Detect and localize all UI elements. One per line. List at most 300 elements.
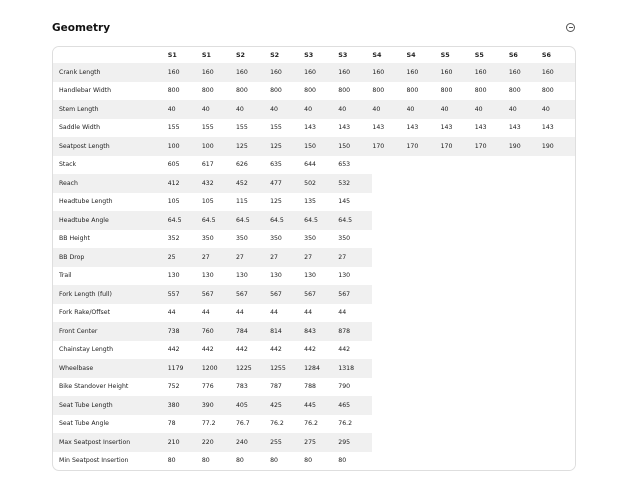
value-cell: 160 xyxy=(304,63,338,82)
empty-cell xyxy=(542,322,575,341)
value-cell: 105 xyxy=(167,198,180,206)
empty-cell xyxy=(372,304,406,323)
value-cell: 150 xyxy=(338,137,372,156)
value-cell: 788 xyxy=(304,383,316,391)
empty-cell xyxy=(407,174,441,193)
row-label: Reach xyxy=(53,174,168,193)
value-cell: 452 xyxy=(236,174,270,193)
value-cell: 155 xyxy=(270,124,282,132)
empty-cell xyxy=(542,211,575,230)
value-cell: 44 xyxy=(235,309,244,317)
empty-cell xyxy=(441,248,475,267)
empty-cell xyxy=(475,248,509,267)
table-row xyxy=(53,396,575,415)
value-cell: 275 xyxy=(304,433,338,452)
value-cell: 115 xyxy=(235,198,248,206)
empty-cell xyxy=(475,304,509,323)
value-cell: 432 xyxy=(202,174,236,193)
row-label: Front Center xyxy=(53,322,168,341)
table-row xyxy=(53,100,575,119)
empty-cell xyxy=(509,378,542,397)
value-cell: 800 xyxy=(508,87,521,95)
empty-cell xyxy=(542,193,575,212)
empty-cell xyxy=(542,452,575,471)
row-label: Wheelbase xyxy=(53,359,168,378)
value-cell: 567 xyxy=(236,285,270,304)
collapse-icon[interactable] xyxy=(566,23,575,32)
value-cell: 350 xyxy=(304,235,316,243)
row-label: Max Seatpost Insertion xyxy=(53,433,168,452)
value-cell: 800 xyxy=(167,87,180,95)
value-cell: 80 xyxy=(338,457,347,465)
empty-cell xyxy=(542,433,575,452)
value-cell: 617 xyxy=(201,161,214,169)
value-cell: 64.5 xyxy=(338,211,372,230)
empty-cell xyxy=(407,285,441,304)
value-cell: 738 xyxy=(168,322,202,341)
row-label: Min Seatpost Insertion xyxy=(59,457,129,465)
size-header-row xyxy=(53,47,575,63)
value-cell: 76.7 xyxy=(235,420,250,428)
value-cell: 135 xyxy=(304,198,316,206)
row-label: Chainstay Length xyxy=(59,346,114,354)
value-cell: 130 xyxy=(235,272,248,280)
size-header-cell: S1 xyxy=(167,51,177,59)
row-label: Headtube Angle xyxy=(53,211,168,230)
empty-cell xyxy=(475,452,509,471)
empty-cell xyxy=(475,378,509,397)
value-cell: 160 xyxy=(202,63,236,82)
empty-cell xyxy=(407,341,441,360)
value-cell: 295 xyxy=(338,433,372,452)
empty-cell xyxy=(441,230,475,249)
value-cell: 445 xyxy=(304,396,338,415)
header-label-cell xyxy=(53,47,168,63)
value-cell: 800 xyxy=(338,87,351,95)
value-cell: 567 xyxy=(270,285,304,304)
value-cell: 143 xyxy=(338,124,351,132)
empty-cell xyxy=(407,322,441,341)
empty-cell xyxy=(509,156,542,175)
row-label: BB Height xyxy=(59,235,90,243)
value-cell: 800 xyxy=(541,87,554,95)
value-cell: 783 xyxy=(235,383,248,391)
empty-cell xyxy=(441,193,475,212)
table-row xyxy=(53,304,575,323)
value-cell: 784 xyxy=(236,322,270,341)
empty-cell xyxy=(509,230,542,249)
table-row xyxy=(53,211,575,230)
empty-cell xyxy=(441,341,475,360)
empty-cell xyxy=(407,415,441,434)
empty-cell xyxy=(475,174,509,193)
value-cell: 412 xyxy=(168,174,202,193)
value-cell: 170 xyxy=(441,137,475,156)
row-label: Crank Length xyxy=(53,63,168,82)
value-cell: 78 xyxy=(167,420,176,428)
empty-cell xyxy=(441,378,475,397)
table-row xyxy=(53,193,575,212)
empty-cell xyxy=(372,378,406,397)
empty-cell xyxy=(407,267,441,286)
table-row xyxy=(53,322,575,341)
value-cell: 40 xyxy=(542,100,575,119)
value-cell: 170 xyxy=(407,137,441,156)
row-label: Stem Length xyxy=(53,100,168,119)
value-cell: 27 xyxy=(202,248,236,267)
empty-cell xyxy=(542,285,575,304)
empty-cell xyxy=(441,322,475,341)
table-row xyxy=(53,137,575,156)
value-cell: 64.5 xyxy=(304,211,338,230)
value-cell: 100 xyxy=(168,137,202,156)
value-cell: 64.5 xyxy=(168,211,202,230)
table-row xyxy=(53,433,575,452)
empty-cell xyxy=(475,193,509,212)
table-row xyxy=(53,285,575,304)
value-cell: 800 xyxy=(235,87,248,95)
value-cell: 40 xyxy=(407,100,441,119)
table-row xyxy=(53,230,575,249)
value-cell: 800 xyxy=(270,87,282,95)
table-row xyxy=(53,267,575,286)
value-cell: 1255 xyxy=(270,359,304,378)
value-cell: 130 xyxy=(167,272,180,280)
value-cell: 425 xyxy=(270,396,304,415)
geometry-table-card xyxy=(52,46,576,471)
row-label: Bike Standover Height xyxy=(59,383,129,391)
empty-cell xyxy=(542,267,575,286)
value-cell: 44 xyxy=(270,309,278,317)
table-row xyxy=(53,248,575,267)
empty-cell xyxy=(542,341,575,360)
value-cell: 44 xyxy=(201,309,210,317)
value-cell: 40 xyxy=(168,100,202,119)
empty-cell xyxy=(542,378,575,397)
empty-cell xyxy=(372,359,406,378)
empty-cell xyxy=(441,304,475,323)
value-cell: 800 xyxy=(372,87,385,95)
size-header-cell: S6 xyxy=(508,51,518,59)
empty-cell xyxy=(542,248,575,267)
value-cell: 130 xyxy=(270,272,282,280)
empty-cell xyxy=(407,193,441,212)
empty-cell xyxy=(509,433,542,452)
value-cell: 380 xyxy=(168,396,202,415)
size-header-cell: S5 xyxy=(440,51,450,59)
table-row xyxy=(53,378,575,397)
value-cell: 605 xyxy=(167,161,180,169)
table-row xyxy=(53,452,575,471)
empty-cell xyxy=(372,267,406,286)
value-cell: 27 xyxy=(270,248,304,267)
empty-cell xyxy=(509,452,542,471)
value-cell: 160 xyxy=(542,63,575,82)
empty-cell xyxy=(475,211,509,230)
size-header-cell: S4 xyxy=(372,51,382,59)
value-cell: 557 xyxy=(168,285,202,304)
value-cell: 145 xyxy=(338,198,351,206)
size-header-cell: S6 xyxy=(541,51,551,59)
empty-cell xyxy=(372,452,406,471)
size-header-cell: S3 xyxy=(304,51,314,59)
size-header-cell: S4 xyxy=(406,51,416,59)
empty-cell xyxy=(441,267,475,286)
row-label: Seat Tube Angle xyxy=(59,420,109,428)
empty-cell xyxy=(509,193,542,212)
value-cell: 352 xyxy=(167,235,180,243)
value-cell: 40 xyxy=(441,100,475,119)
value-cell: 76.2 xyxy=(338,420,353,428)
table-row xyxy=(53,174,575,193)
value-cell: 635 xyxy=(270,161,282,169)
value-cell: 442 xyxy=(201,346,214,354)
value-cell: 477 xyxy=(270,174,304,193)
value-cell: 40 xyxy=(372,100,406,119)
value-cell: 752 xyxy=(167,383,180,391)
geometry-table xyxy=(53,47,575,470)
empty-cell xyxy=(475,285,509,304)
empty-cell xyxy=(509,322,542,341)
value-cell: 44 xyxy=(338,309,347,317)
value-cell: 1284 xyxy=(304,359,338,378)
value-cell: 27 xyxy=(338,248,372,267)
value-cell: 442 xyxy=(167,346,180,354)
empty-cell xyxy=(475,156,509,175)
table-row xyxy=(53,359,575,378)
geometry-table-body xyxy=(53,63,575,470)
empty-cell xyxy=(509,285,542,304)
value-cell: 220 xyxy=(202,433,236,452)
empty-cell xyxy=(407,433,441,452)
empty-cell xyxy=(542,415,575,434)
empty-cell xyxy=(407,396,441,415)
empty-cell xyxy=(542,156,575,175)
empty-cell xyxy=(509,248,542,267)
value-cell: 190 xyxy=(542,137,575,156)
value-cell: 760 xyxy=(202,322,236,341)
value-cell: 40 xyxy=(270,100,304,119)
value-cell: 100 xyxy=(202,137,236,156)
empty-cell xyxy=(509,341,542,360)
empty-cell xyxy=(407,230,441,249)
empty-cell xyxy=(475,433,509,452)
size-header-cell: S5 xyxy=(474,51,484,59)
table-row xyxy=(53,156,575,175)
empty-cell xyxy=(441,452,475,471)
empty-cell xyxy=(441,415,475,434)
empty-cell xyxy=(475,415,509,434)
empty-cell xyxy=(542,230,575,249)
value-cell: 1318 xyxy=(338,359,372,378)
value-cell: 143 xyxy=(474,124,487,132)
value-cell: 350 xyxy=(270,235,282,243)
empty-cell xyxy=(475,230,509,249)
value-cell: 76.2 xyxy=(270,420,284,428)
empty-cell xyxy=(372,248,406,267)
empty-cell xyxy=(441,211,475,230)
value-cell: 350 xyxy=(338,235,351,243)
empty-cell xyxy=(441,396,475,415)
value-cell: 800 xyxy=(474,87,487,95)
value-cell: 790 xyxy=(338,383,351,391)
value-cell: 143 xyxy=(541,124,554,132)
value-cell: 776 xyxy=(201,383,214,391)
empty-cell xyxy=(407,452,441,471)
value-cell: 170 xyxy=(475,137,509,156)
value-cell: 64.5 xyxy=(270,211,304,230)
row-label: Fork Length (full) xyxy=(53,285,168,304)
empty-cell xyxy=(372,396,406,415)
page-title: Geometry xyxy=(52,22,111,34)
value-cell: 80 xyxy=(201,457,210,465)
value-cell: 800 xyxy=(304,87,316,95)
value-cell: 255 xyxy=(270,433,304,452)
value-cell: 80 xyxy=(167,457,176,465)
empty-cell xyxy=(475,322,509,341)
empty-cell xyxy=(509,359,542,378)
value-cell: 143 xyxy=(406,124,419,132)
empty-cell xyxy=(509,174,542,193)
empty-cell xyxy=(407,304,441,323)
value-cell: 800 xyxy=(406,87,419,95)
value-cell: 80 xyxy=(270,457,278,465)
empty-cell xyxy=(542,396,575,415)
empty-cell xyxy=(372,211,406,230)
value-cell: 160 xyxy=(372,63,406,82)
value-cell: 405 xyxy=(236,396,270,415)
row-label: Seat Tube Length xyxy=(53,396,168,415)
value-cell: 80 xyxy=(235,457,244,465)
empty-cell xyxy=(407,156,441,175)
value-cell: 160 xyxy=(475,63,509,82)
empty-cell xyxy=(372,285,406,304)
value-cell: 160 xyxy=(270,63,304,82)
value-cell: 350 xyxy=(235,235,248,243)
value-cell: 160 xyxy=(509,63,542,82)
empty-cell xyxy=(475,359,509,378)
empty-cell xyxy=(509,304,542,323)
value-cell: 1200 xyxy=(202,359,236,378)
value-cell: 787 xyxy=(270,383,282,391)
empty-cell xyxy=(441,359,475,378)
empty-cell xyxy=(372,156,406,175)
value-cell: 40 xyxy=(509,100,542,119)
table-row xyxy=(53,415,575,434)
value-cell: 442 xyxy=(235,346,248,354)
empty-cell xyxy=(372,341,406,360)
row-label: BB Drop xyxy=(53,248,168,267)
value-cell: 160 xyxy=(441,63,475,82)
row-label: Headtube Length xyxy=(59,198,113,206)
empty-cell xyxy=(441,156,475,175)
empty-cell xyxy=(372,415,406,434)
value-cell: 27 xyxy=(304,248,338,267)
value-cell: 800 xyxy=(201,87,214,95)
value-cell: 143 xyxy=(508,124,521,132)
value-cell: 27 xyxy=(236,248,270,267)
row-label: Stack xyxy=(59,161,77,169)
value-cell: 814 xyxy=(270,322,304,341)
value-cell: 442 xyxy=(304,346,316,354)
empty-cell xyxy=(475,341,509,360)
empty-cell xyxy=(372,433,406,452)
row-label: Seatpost Length xyxy=(53,137,168,156)
value-cell: 155 xyxy=(167,124,180,132)
value-cell: 878 xyxy=(338,322,372,341)
table-row xyxy=(53,341,575,360)
empty-cell xyxy=(372,230,406,249)
empty-cell xyxy=(441,174,475,193)
value-cell: 170 xyxy=(372,137,406,156)
table-row xyxy=(53,63,575,82)
value-cell: 1179 xyxy=(168,359,202,378)
empty-cell xyxy=(441,285,475,304)
value-cell: 350 xyxy=(201,235,214,243)
value-cell: 77.2 xyxy=(201,420,216,428)
value-cell: 143 xyxy=(440,124,453,132)
empty-cell xyxy=(441,433,475,452)
row-label: Saddle Width xyxy=(59,124,101,132)
value-cell: 155 xyxy=(201,124,214,132)
row-label: Trail xyxy=(59,272,72,280)
value-cell: 125 xyxy=(270,198,282,206)
value-cell: 210 xyxy=(168,433,202,452)
empty-cell xyxy=(475,396,509,415)
value-cell: 160 xyxy=(236,63,270,82)
value-cell: 44 xyxy=(304,309,313,317)
size-header-cell: S2 xyxy=(270,51,280,59)
value-cell: 442 xyxy=(338,346,351,354)
value-cell: 125 xyxy=(270,137,304,156)
empty-cell xyxy=(372,193,406,212)
value-cell: 155 xyxy=(235,124,248,132)
empty-cell xyxy=(509,211,542,230)
empty-cell xyxy=(407,359,441,378)
value-cell: 40 xyxy=(304,100,338,119)
value-cell: 143 xyxy=(304,124,316,132)
table-row xyxy=(53,82,575,101)
value-cell: 130 xyxy=(201,272,214,280)
value-cell: 40 xyxy=(202,100,236,119)
value-cell: 40 xyxy=(475,100,509,119)
value-cell: 64.5 xyxy=(202,211,236,230)
value-cell: 130 xyxy=(338,272,351,280)
empty-cell xyxy=(509,267,542,286)
value-cell: 567 xyxy=(202,285,236,304)
value-cell: 800 xyxy=(440,87,453,95)
value-cell: 442 xyxy=(270,346,282,354)
value-cell: 25 xyxy=(168,248,202,267)
value-cell: 843 xyxy=(304,322,338,341)
size-header-cell: S1 xyxy=(201,51,211,59)
empty-cell xyxy=(542,304,575,323)
value-cell: 240 xyxy=(236,433,270,452)
value-cell: 160 xyxy=(168,63,202,82)
value-cell: 567 xyxy=(338,285,372,304)
value-cell: 130 xyxy=(304,272,316,280)
value-cell: 160 xyxy=(407,63,441,82)
empty-cell xyxy=(509,396,542,415)
value-cell: 125 xyxy=(236,137,270,156)
empty-cell xyxy=(407,248,441,267)
value-cell: 644 xyxy=(304,161,316,169)
size-header-cell: S3 xyxy=(338,51,348,59)
empty-cell xyxy=(542,359,575,378)
empty-cell xyxy=(542,174,575,193)
value-cell: 150 xyxy=(304,137,338,156)
value-cell: 626 xyxy=(235,161,248,169)
